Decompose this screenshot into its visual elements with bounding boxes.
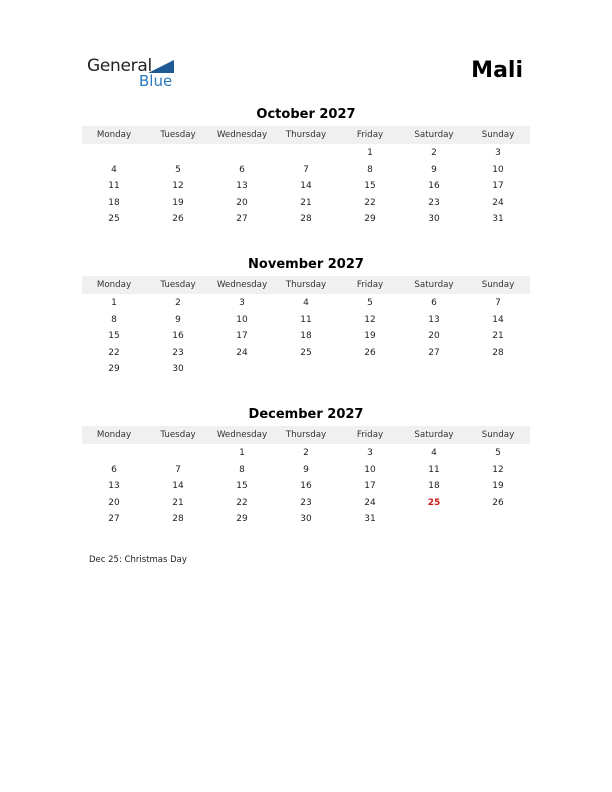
day-cell: 1 [111,298,117,308]
day-cell: 6 [431,298,437,308]
weekday-header-row [82,276,530,294]
empty-day-cell [402,511,466,528]
week-row [82,211,530,228]
day-cell: 4 [111,164,117,175]
day-cell: 28 [172,514,184,525]
day-cell: 18 [108,197,120,208]
day-cell: 11 [428,464,440,475]
day-cell: 12 [492,464,504,475]
day-cell: 26 [492,497,504,508]
day-cell: 3 [239,298,245,308]
weekday-label: Wednesday [216,130,268,140]
empty-day-cell [466,511,530,528]
day-cell: 5 [175,164,181,175]
day-cell: 22 [236,497,248,508]
day-cell: 25 [108,214,120,225]
day-cell: 15 [108,331,120,342]
day-cell: 10 [492,164,504,175]
day-cell: 4 [303,298,309,308]
day-cell: 30 [172,364,184,375]
day-cell: 20 [108,497,120,508]
day-cell: 5 [367,298,373,308]
day-cell: 11 [300,314,312,325]
day-cell: 13 [236,181,248,192]
day-cell: 4 [431,448,437,458]
day-cell: 23 [172,347,184,358]
day-cell: 22 [108,347,120,358]
weekday-label: Monday [96,430,132,440]
day-cell: 2 [175,298,181,308]
weekday-label: Friday [356,280,384,290]
day-cell: 16 [172,331,184,342]
day-cell: 13 [108,481,120,492]
month-title: December 2027 [248,407,364,422]
weekday-label: Monday [96,280,132,290]
day-cell: 28 [492,347,504,358]
day-cell: 21 [492,331,504,342]
day-cell: 19 [172,197,184,208]
day-cell: 7 [495,298,501,308]
day-cell: 22 [364,197,376,208]
week-row [82,145,530,162]
day-cell: 14 [492,314,504,325]
day-cell: 17 [492,181,504,192]
day-cell: 18 [300,331,312,342]
logo-general-text: General [87,56,152,76]
day-cell: 3 [495,148,501,158]
weekday-label: Thursday [285,130,327,140]
empty-day-cell [402,361,466,378]
day-cell: 29 [108,364,120,375]
day-cell: 7 [175,464,181,475]
week-row [82,478,530,495]
week-row [82,495,530,512]
week-row [82,462,530,479]
day-cell: 10 [236,314,248,325]
day-cell: 25 [300,347,312,358]
day-cell: 20 [428,331,440,342]
empty-day-cell [338,361,402,378]
empty-day-cell [82,145,146,162]
week-row [82,511,530,528]
day-cell: 19 [492,481,504,492]
weekday-label: Friday [356,430,384,440]
day-cell: 2 [303,448,309,458]
day-cell: 6 [111,464,117,475]
logo-blue-text: Blue [139,72,173,90]
day-cell: 16 [428,181,440,192]
day-cell: 12 [172,181,184,192]
weekday-label: Saturday [414,130,454,140]
day-cell: 29 [364,214,376,225]
month-title: November 2027 [248,257,364,272]
weekday-label: Saturday [414,430,454,440]
day-cell: 9 [303,464,309,475]
month-october [82,106,530,228]
day-cell: 7 [303,164,309,175]
week-row [82,162,530,179]
empty-day-cell [146,145,210,162]
day-cell: 8 [239,464,245,475]
day-cell: 29 [236,514,248,525]
weekday-header-row [82,126,530,144]
day-cell: 23 [428,197,440,208]
empty-day-cell [210,361,274,378]
day-cell: 3 [367,448,373,458]
day-cell: 11 [108,181,120,192]
day-cell: 8 [111,314,117,325]
day-cell: 12 [364,314,376,325]
holiday-note: Dec 25: Christmas Day [89,555,187,565]
empty-day-cell [274,361,338,378]
week-row [82,295,530,312]
weekday-label: Sunday [481,430,515,440]
day-cell: 13 [428,314,440,325]
week-row [82,445,530,462]
day-cell: 6 [239,164,245,175]
empty-day-cell [466,361,530,378]
week-row [82,345,530,362]
weekday-label: Friday [356,130,384,140]
weekday-label: Tuesday [160,130,196,140]
week-row [82,195,530,212]
day-cell: 17 [236,331,248,342]
day-cell: 18 [428,481,440,492]
day-cell: 26 [172,214,184,225]
day-cell: 25 [427,497,441,508]
weekday-label: Thursday [285,430,327,440]
month-december [82,406,530,528]
weekday-label: Sunday [481,130,515,140]
month-title: October 2027 [256,107,356,122]
week-row [82,328,530,345]
weekday-label: Tuesday [160,430,196,440]
day-cell: 24 [492,197,504,208]
month-november [82,256,530,378]
weekday-label: Thursday [285,280,327,290]
weekday-header-row [82,426,530,444]
day-cell: 8 [367,164,373,175]
day-cell: 5 [495,448,501,458]
day-cell: 16 [300,481,312,492]
day-cell: 21 [300,197,312,208]
day-cell: 30 [300,514,312,525]
day-cell: 15 [364,181,376,192]
day-cell: 27 [108,514,120,525]
weekday-label: Wednesday [216,280,268,290]
week-row [82,178,530,195]
day-cell: 31 [492,214,504,225]
day-cell: 14 [172,481,184,492]
day-cell: 21 [172,497,184,508]
day-cell: 24 [236,347,248,358]
day-cell: 17 [364,481,376,492]
day-cell: 9 [175,314,181,325]
day-cell: 27 [428,347,440,358]
empty-day-cell [146,445,210,462]
weekday-label: Wednesday [216,430,268,440]
week-row [82,312,530,329]
day-cell: 2 [431,148,437,158]
day-cell: 9 [431,164,437,175]
day-cell: 31 [364,514,376,525]
day-cell: 23 [300,497,312,508]
day-cell: 15 [236,481,248,492]
empty-day-cell [210,145,274,162]
day-cell: 27 [236,214,248,225]
weekday-label: Tuesday [160,280,196,290]
weekday-label: Saturday [414,280,454,290]
weekday-label: Sunday [481,280,515,290]
day-cell: 1 [367,148,373,158]
logo [87,56,187,96]
weekday-label: Monday [96,130,132,140]
empty-day-cell [82,445,146,462]
country-title: Mali [471,58,523,83]
day-cell: 24 [364,497,376,508]
day-cell: 14 [300,181,312,192]
day-cell: 26 [364,347,376,358]
week-row [82,361,530,378]
day-cell: 19 [364,331,376,342]
day-cell: 10 [364,464,376,475]
empty-day-cell [274,145,338,162]
day-cell: 20 [236,197,248,208]
day-cell: 28 [300,214,312,225]
day-cell: 1 [239,448,245,458]
day-cell: 30 [428,214,440,225]
